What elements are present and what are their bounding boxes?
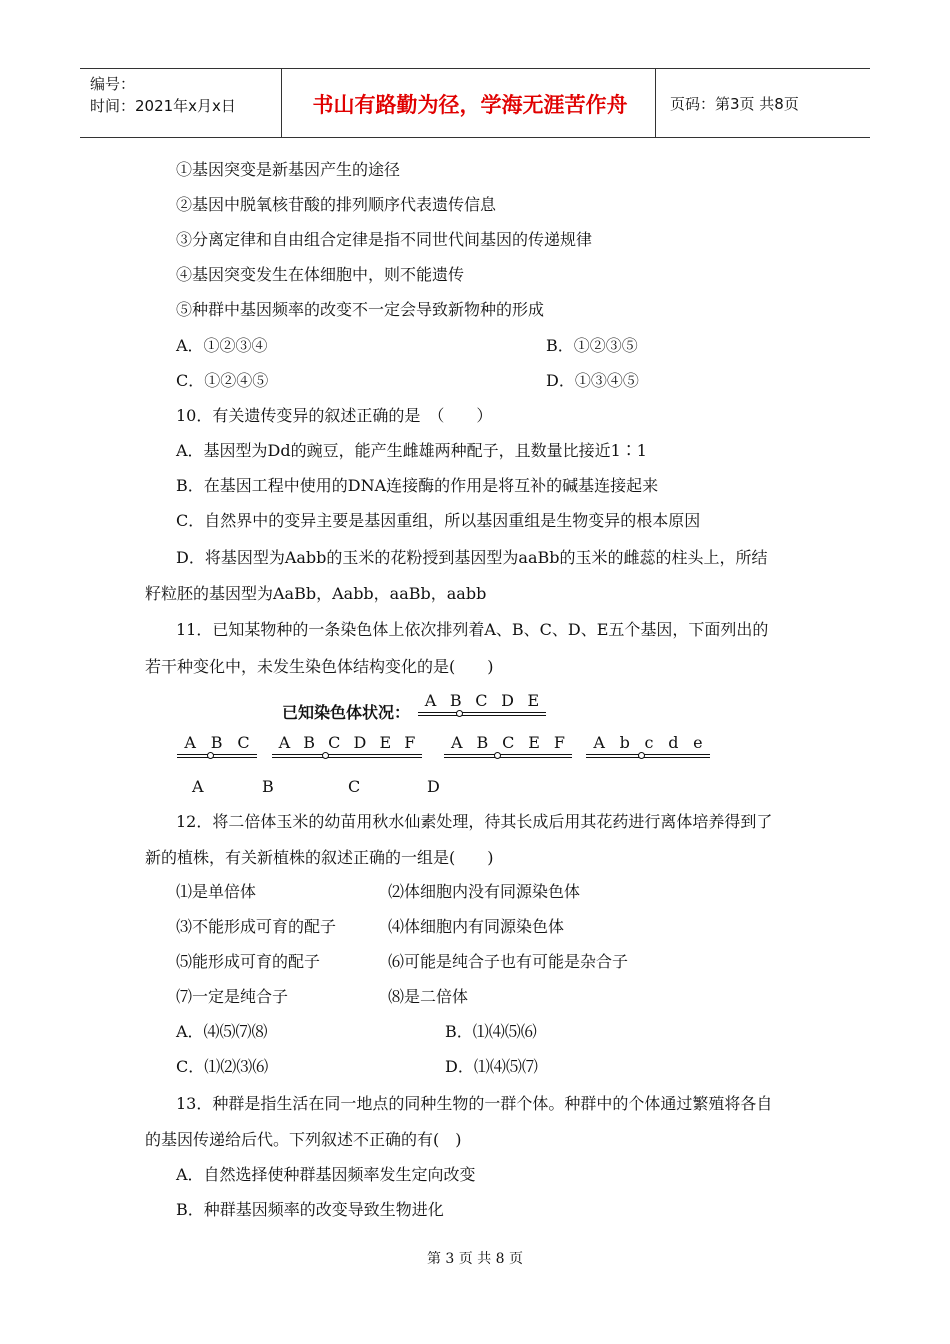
q12-option-b: B．⑴⑷⑸⑹ [445,1022,537,1041]
gene-label: A [424,691,437,710]
q12-statement-3: ⑶不能形成可育的配子 [176,917,337,936]
gene-letters [177,734,257,752]
gene-label: A [450,733,463,752]
gene-label: F [404,733,416,752]
q11-known-label: 已知染色体状况： [282,703,411,722]
gene-label: D [501,691,514,710]
q9-option-d: D．①③④⑤ [546,371,639,390]
gene-label: A [278,733,291,752]
q13-stem-continued: 的基因传递给后代。下列叙述不正确的有( ) [145,1130,462,1149]
q12-stem-continued: 新的植株，有关新植株的叙述正确的一组是( ) [145,848,494,867]
chromosome-known [418,692,546,718]
q13-option-b: B．种群基因频率的改变导致生物进化 [176,1200,444,1219]
q10-option-b: B．在基因工程中使用的DNA连接酶的作用是将互补的碱基连接起来 [176,476,659,495]
gene-label: C [502,733,515,752]
q11-stem-continued: 若干种变化中，未发生染色体结构变化的是( ) [145,657,494,676]
q10-stem: 10．有关遗传变异的叙述正确的是 （ ） [176,406,493,425]
header-info [90,73,236,117]
q9-statement-5: ⑤种群中基因频率的改变不一定会导致新物种的形成 [176,300,545,319]
q11-stem: 11．已知某物种的一条染色体上依次排列着A、B、C、D、E五个基因，下面列出的 [176,620,769,639]
q12-statement-8: ⑻是二倍体 [388,987,469,1006]
header-motto: 书山有路勤为径，学海无涯苦作舟 [312,93,628,117]
header-page-number: 页码：第3页 共8页 [670,95,799,113]
gene-label: F [553,733,566,752]
chromosome-line [444,754,572,758]
q12-option-c: C．⑴⑵⑶⑹ [176,1057,269,1076]
q13-option-a: A．自然选择使种群基因频率发生定向改变 [176,1165,476,1184]
gene-label: E [527,691,540,710]
q12-statement-1: ⑴是单倍体 [176,882,257,901]
gene-label: e [693,733,703,752]
q12-stem: 12．将二倍体玉米的幼苗用秋水仙素处理，待其长成后用其花药进行离体培养得到了 [176,812,773,831]
q12-option-d: D．⑴⑷⑸⑺ [445,1057,538,1076]
chromosome-option-b [272,734,422,760]
gene-label: E [528,733,540,752]
document-number-label: 编号： [90,75,136,93]
document-time-label: 时间：2021年x月x日 [90,97,236,115]
q11-option-label-a: A [192,777,204,796]
gene-label: D [353,733,367,752]
centromere [494,752,501,759]
centromere [322,752,329,759]
chromosome-line [272,754,422,758]
gene-label: c [644,733,654,752]
gene-label: A [593,733,605,752]
chromosome-option-d [586,734,710,760]
gene-label: E [379,733,392,752]
q9-option-a: A．①②③④ [176,336,268,355]
gene-label: C [328,733,341,752]
chromosome-line [586,754,710,758]
q9-option-c: C．①②④⑤ [176,371,269,390]
q10-option-d: D．将基因型为Aabb的玉米的花粉授到基因型为aaBb的玉米的雌蕊的柱头上，所结 [176,548,768,567]
q9-statement-4: ④基因突变发生在体细胞中，则不能遗传 [176,265,465,284]
q9-statement-3: ③分离定律和自由组合定律是指不同世代间基因的传递规律 [176,230,593,249]
q12-statement-6: ⑹可能是纯合子也有可能是杂合子 [388,952,629,971]
centromere [638,752,645,759]
gene-label: B [476,733,489,752]
gene-label: C [237,733,250,752]
q11-option-label-c: C [348,777,361,796]
chromosome-line [177,754,257,758]
gene-label: b [619,733,630,752]
gene-label: d [668,733,679,752]
q12-statement-7: ⑺一定是纯合子 [176,987,289,1006]
gene-label: B [449,691,462,710]
q13-stem: 13．种群是指生活在同一地点的同种生物的一群个体。种群中的个体通过繁殖将各自 [176,1094,773,1113]
q9-statement-2: ②基因中脱氧核苷酸的排列顺序代表遗传信息 [176,195,497,214]
q10-option-d-continued: 籽粒胚的基因型为AaBb，Aabb，aaBb，aabb [145,584,487,603]
gene-label: A [184,733,196,752]
q11-option-label-d: D [427,777,440,796]
q10-option-a: A．基因型为Dd的豌豆，能产生雌雄两种配子，且数量比接近1∶1 [176,441,647,460]
chromosome-option-a [177,734,257,760]
page-footer: 第 3 页 共 8 页 [426,1251,524,1267]
gene-label: B [303,733,316,752]
q12-option-a: A．⑷⑸⑺⑻ [176,1022,268,1041]
gene-label: C [475,691,488,710]
gene-letters [444,734,572,752]
gene-letters [272,734,422,752]
page-header [80,68,870,138]
q9-statement-1: ①基因突变是新基因产生的途径 [176,160,401,179]
q12-statement-5: ⑸能形成可育的配子 [176,952,321,971]
q12-statement-4: ⑷体细胞内有同源染色体 [388,917,565,936]
gene-letters [418,692,546,710]
gene-letters [586,734,710,752]
q11-option-label-b: B [262,777,274,796]
chromosome-line [418,712,546,716]
q9-option-b: B．①②③⑤ [546,336,638,355]
q10-option-c: C．自然界中的变异主要是基因重组，所以基因重组是生物变异的根本原因 [176,511,701,530]
q12-statement-2: ⑵体细胞内没有同源染色体 [388,882,581,901]
gene-label: B [210,733,223,752]
chromosome-option-c [444,734,572,760]
